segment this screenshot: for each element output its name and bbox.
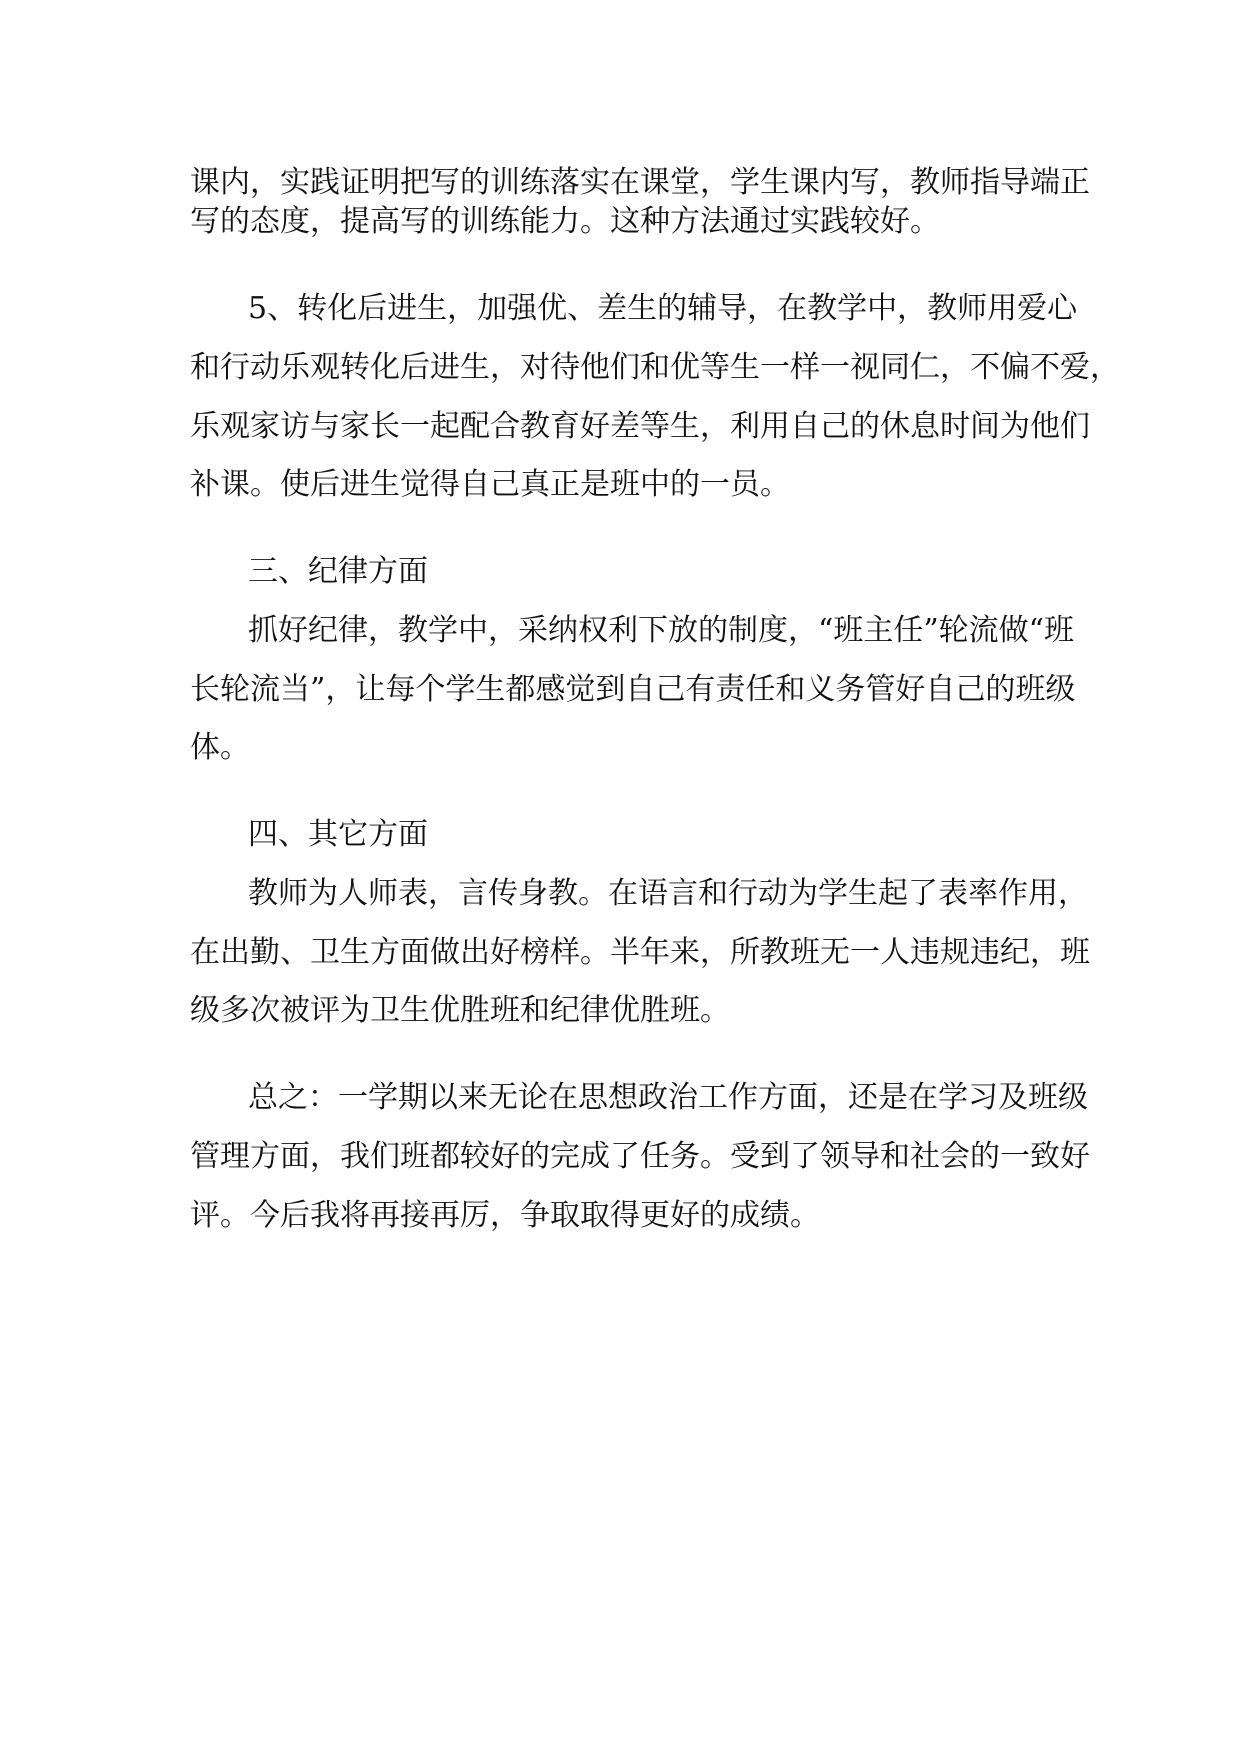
paragraph-line: 乐观家访与家长一起配合教育好差等生，利用自己的休息时间为他们 [190, 409, 1090, 444]
paragraph-line: 管理方面，我们班都较好的完成了任务。受到了领导和社会的一致好 [190, 1139, 1090, 1174]
paragraph-line: 抓好纪律，教学中，采纳权利下放的制度，“班主任”轮流做“班 [248, 613, 1075, 648]
paragraph-line: 级多次被评为卫生优胜班和纪律优胜班。 [190, 993, 730, 1028]
paragraph-line: 评。今后我将再接再厉，争取取得更好的成绩。 [190, 1198, 820, 1233]
paragraph-line: 在出勤、卫生方面做出好榜样。半年来，所教班无一人违规违纪，班 [190, 935, 1090, 970]
paragraph-line: 补课。使后进生觉得自己真正是班中的一员。 [190, 467, 790, 502]
paragraph-line: 体。 [190, 730, 250, 765]
section-heading: 四、其它方面 [248, 817, 428, 852]
paragraph-line: 和行动乐观转化后进生，对待他们和优等生一样一视同仁，不偏不爱， [190, 350, 1120, 385]
paragraph-line: 课内，实践证明把写的训练落实在课堂，学生课内写，教师指导端正 [190, 165, 1090, 200]
paragraph-line: 写的态度，提高写的训练能力。这种方法通过实践较好。 [190, 204, 940, 239]
paragraph-line: 长轮流当”，让每个学生都感觉到自己有责任和义务管好自己的班级 [190, 672, 1076, 707]
section-heading: 三、纪律方面 [248, 554, 428, 589]
paragraph-line: 总之：一学期以来无论在思想政治工作方面，还是在学习及班级 [248, 1080, 1088, 1115]
paragraph-line: 教师为人师表，言传身教。在语言和行动为学生起了表率作用， [248, 876, 1088, 911]
paragraph-line: 5、转化后进生，加强优、差生的辅导，在教学中，教师用爱心 [248, 291, 1078, 326]
